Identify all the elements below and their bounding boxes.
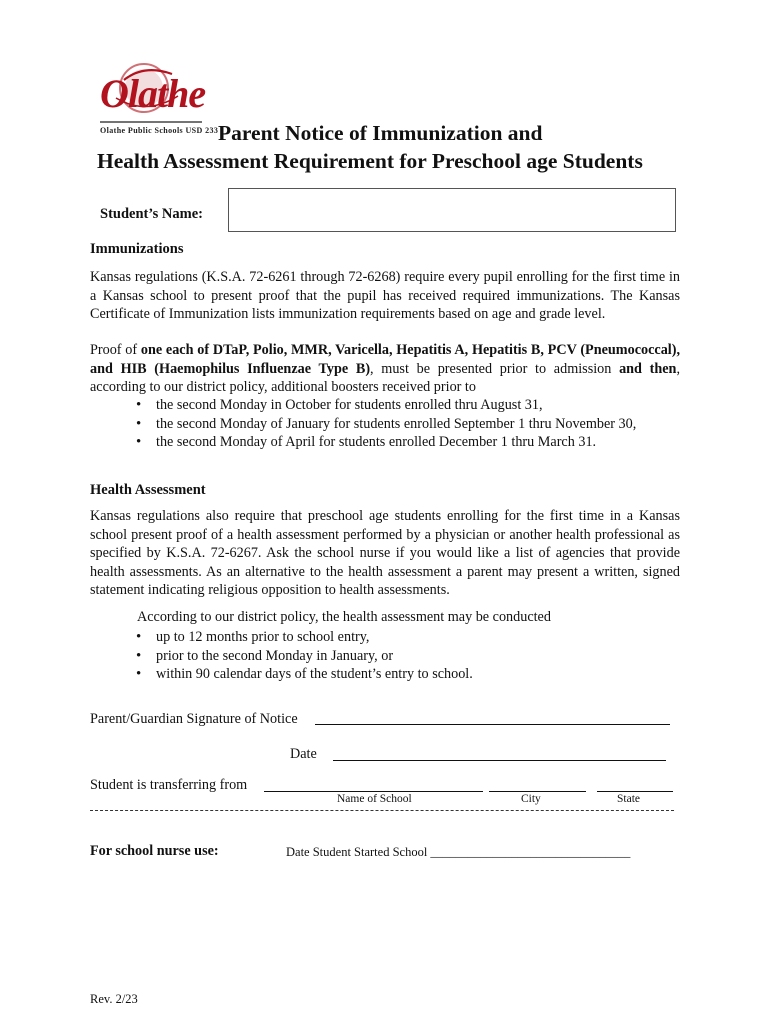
student-name-label: Student’s Name: <box>100 206 203 222</box>
proof-mid: , must be presented prior to admission <box>370 360 620 377</box>
page-title-line-1: Parent Notice of Immunization and <box>218 121 543 145</box>
list-item: • the second Monday in October for students enrolled thru August 31, <box>133 396 636 415</box>
date-line[interactable] <box>333 760 666 761</box>
signature-label: Parent/Guardian Signature of Notice <box>90 711 298 727</box>
list-item: • prior to the second Monday in January, or <box>133 647 473 666</box>
date-started-field[interactable]: Date Student Started School ________________________________ <box>286 845 631 859</box>
student-name-field[interactable] <box>228 188 676 232</box>
health-assessment-heading: Health Assessment <box>90 482 206 498</box>
health-assessment-paragraph: Kansas regulations also require that preschool age students enrolling for the first time in a Kansas school present proof of a health assessment performed by a physician or another health professional as specified by K.S.A. 72-6267. Ask the school nurse if you would like a list of agencies that provide health assessments. As an alternative to the health assessment a parent may present a written, signed statement indicating religious opposition to health assessments. <box>90 508 680 599</box>
state-line[interactable] <box>597 791 673 792</box>
revision-note: Rev. 2/23 <box>90 992 138 1006</box>
signature-line[interactable] <box>315 724 670 725</box>
logo-wordmark: Olathe <box>100 71 206 116</box>
city-line[interactable] <box>489 791 586 792</box>
cut-divider <box>90 810 674 811</box>
proof-prefix: Proof of <box>90 342 141 358</box>
proof-paragraph <box>90 341 680 397</box>
date-label: Date <box>290 746 317 762</box>
booster-list <box>133 396 636 452</box>
list-item: • the second Monday of April for students enrolled December 1 thru March 31. <box>133 433 636 452</box>
list-item: • the second Monday of January for students enrolled September 1 thru November 30, <box>133 415 636 434</box>
list-item: • within 90 calendar days of the student’s entry to school. <box>133 665 473 684</box>
district-logo <box>94 60 219 140</box>
page-title-line-2: Health Assessment Requirement for Preschool age Students <box>97 149 643 173</box>
proof-vaccine-list: one each of DTaP, Polio, MMR, Varicella, Hepatitis A, Hepatitis B, PCV (Pneumococcal), and HIB (Haemophilus Influenzae Type B) <box>90 342 680 377</box>
proof-and-then: and then <box>619 360 677 377</box>
school-name-line[interactable] <box>264 791 483 792</box>
state-caption: State <box>617 793 640 805</box>
school-name-caption: Name of School <box>337 793 412 805</box>
proof-suffix: , according to our district policy, additional boosters received prior to <box>90 360 680 396</box>
list-item: • up to 12 months prior to school entry, <box>133 628 473 647</box>
assessment-timing-list <box>133 628 473 684</box>
transfer-label: Student is transferring from <box>90 777 248 793</box>
city-caption: City <box>521 793 541 805</box>
immunizations-heading: Immunizations <box>90 241 184 257</box>
nurse-use-label: For school nurse use: <box>90 843 219 859</box>
logo-subtitle: Olathe Public Schools USD 233 <box>100 126 219 135</box>
policy-intro: According to our district policy, the health assessment may be conducted <box>137 609 551 625</box>
immunizations-paragraph: Kansas regulations (K.S.A. 72-6261 through 72-6268) require every pupil enrolling for the first time in a Kansas school to present proof that the pupil has received required immunizations. The Kansas Certificate of Immunization lists immunization requirements based on age and grade level. <box>90 269 680 323</box>
